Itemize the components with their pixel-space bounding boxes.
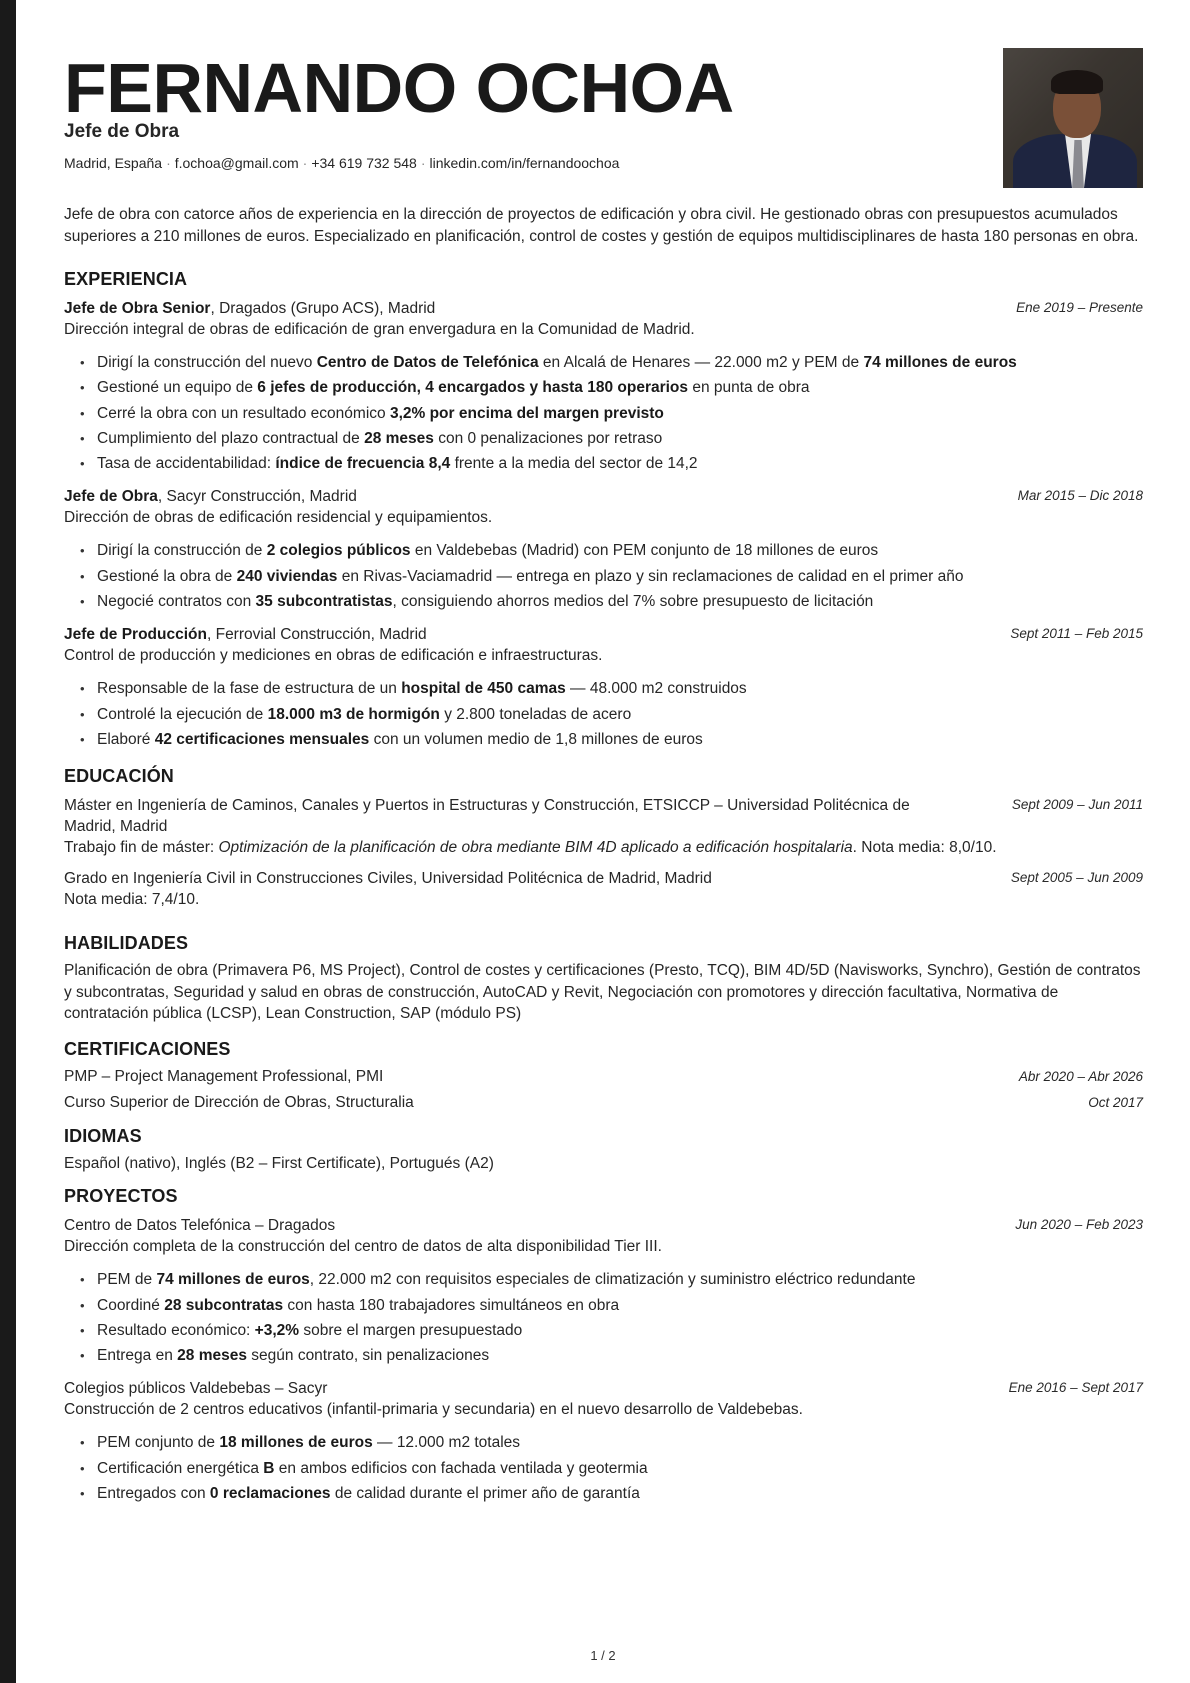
bullet-emphasis: 42 certificaciones mensuales xyxy=(154,730,370,748)
experience-title xyxy=(64,298,435,319)
bullet-emphasis: 28 meses xyxy=(364,429,434,447)
bullet-item: • Controlé la ejecución de 18.000 m3 de hormigón y 2.800 toneladas de acero xyxy=(64,702,1143,727)
experience-bullets xyxy=(64,676,1143,752)
summary-paragraph: Jefe de obra con catorce años de experiencia en la dirección de proyectos de edificación y obra civil. He gestionado obras con presupuestos acumulados superiores a 210 millones de euros. Especializado en planificación, control de costes y gestión de equipos multidisciplinares de hasta 180 personas en obra. xyxy=(64,206,1139,245)
section-heading-skills: HABILIDADES xyxy=(64,933,189,954)
education-grade: . Nota media: 8,0/10. xyxy=(852,839,997,857)
education-date: Sept 2009 – Jun 2011 xyxy=(1011,797,1143,813)
certification-name: Curso Superior de Dirección de Obras, Structuralia xyxy=(64,1093,414,1111)
contact-email[interactable]: f.ochoa@gmail.com xyxy=(174,155,299,171)
photo-hair-shape xyxy=(1051,70,1103,94)
experience-entry xyxy=(64,624,1143,752)
section-heading-projects: PROYECTOS xyxy=(64,1186,178,1207)
bullet-emphasis: 0 reclamaciones xyxy=(209,1485,331,1503)
bullet-item: • Tasa de accidentabilidad: índice de frecuencia 8,4 frente a la media del sector de 14,2 xyxy=(64,451,1143,476)
bullet-emphasis: 3,2% por encima del margen previsto xyxy=(389,404,664,422)
project-bullets xyxy=(64,1267,1143,1368)
contact-phone[interactable]: +34 619 732 548 xyxy=(311,155,417,171)
contact-line xyxy=(64,155,619,171)
contact-separator: · xyxy=(302,155,308,171)
experience-title xyxy=(64,486,357,507)
bullet-item: • Resultado económico: +3,2% sobre el margen presupuestado xyxy=(64,1318,1143,1343)
education-title: Máster en Ingeniería de Caminos, Canales y Puertos in Estructuras y Construcción, ETSICCP – Universidad Politécnica de Madrid, Madrid xyxy=(64,797,910,836)
bullet-item: • Elaboré 42 certificaciones mensuales con un volumen medio de 1,8 millones de euros xyxy=(64,727,1143,752)
bullet-emphasis: B xyxy=(263,1459,275,1477)
bullet-item: • Dirigí la construcción de 2 colegios públicos en Valdebebas (Madrid) con PEM conjunto de 18 millones de euros xyxy=(64,538,1143,563)
bullet-emphasis: +3,2% xyxy=(254,1321,300,1339)
bullet-emphasis: 28 subcontratas xyxy=(164,1296,284,1314)
project-title: Colegios públicos Valdebebas – Sacyr xyxy=(64,1380,328,1398)
bullet-item: • Coordiné 28 subcontratas con hasta 180 trabajadores simultáneos en obra xyxy=(64,1293,1143,1318)
bullet-emphasis: 18 millones de euros xyxy=(219,1434,373,1452)
contact-linkedin[interactable]: linkedin.com/in/fernandoochoa xyxy=(429,155,620,171)
contact-separator: · xyxy=(420,155,426,171)
project-title: Centro de Datos Telefónica – Dragados xyxy=(64,1217,336,1235)
experience-description: Dirección de obras de edificación residencial y equipamientos. xyxy=(64,509,493,527)
company-location: , Ferrovial Construcción, Madrid xyxy=(206,626,427,644)
resume-page xyxy=(64,0,1143,1516)
education-entry xyxy=(64,795,1143,859)
project-description: Dirección completa de la construcción del centro de datos de alta disponibilidad Tier III. xyxy=(64,1238,662,1256)
project-date: Ene 2016 – Sept 2017 xyxy=(1008,1380,1143,1396)
projects-list xyxy=(64,1215,1143,1506)
project-date: Jun 2020 – Feb 2023 xyxy=(1015,1217,1143,1233)
left-accent-bar xyxy=(0,0,16,1683)
bullet-emphasis: 35 subcontratistas xyxy=(255,593,393,611)
certification-name: PMP – Project Management Professional, PMI xyxy=(64,1067,384,1085)
education-thesis xyxy=(64,837,1143,859)
candidate-name: FERNANDO OCHOA xyxy=(64,49,734,127)
certification-date: Oct 2017 xyxy=(1088,1094,1143,1110)
experience-bullets xyxy=(64,538,1143,614)
bullet-emphasis: 18.000 m3 de hormigón xyxy=(267,705,440,723)
bullet-item: • Entregados con 0 reclamaciones de calidad durante el primer año de garantía xyxy=(64,1481,1143,1506)
bullet-item: • Entrega en 28 meses según contrato, sin penalizaciones xyxy=(64,1343,1143,1368)
job-title: Jefe de Obra xyxy=(64,488,158,506)
bullet-item: • Negocié contratos con 35 subcontratistas, consiguiendo ahorros medios del 7% sobre presupuesto de licitación xyxy=(64,589,1143,614)
bullet-emphasis: Centro de Datos de Telefónica xyxy=(316,354,539,371)
bullet-item: • Responsable de la fase de estructura de un hospital de 450 camas — 48.000 m2 construidos xyxy=(64,676,1143,701)
section-heading-certifications: CERTIFICACIONES xyxy=(64,1038,231,1059)
experience-title xyxy=(64,624,427,645)
experience-entry xyxy=(64,486,1143,614)
thesis-label: Trabajo fin de máster: xyxy=(64,839,219,857)
section-heading-experience: EXPERIENCIA xyxy=(64,269,188,289)
section-heading-education: EDUCACIÓN xyxy=(64,766,174,787)
education-entry xyxy=(64,868,1143,911)
bullet-item: • PEM conjunto de 18 millones de euros — 12.000 m2 totales xyxy=(64,1430,1143,1455)
experience-date: Sept 2011 – Feb 2015 xyxy=(1010,626,1143,642)
certification-item xyxy=(64,1064,1143,1090)
experience-list xyxy=(64,298,1143,752)
project-entry xyxy=(64,1215,1143,1368)
contact-location: Madrid, España xyxy=(64,155,163,171)
bullet-item: • Certificación energética B en ambos edificios con fachada ventilada y geotermia xyxy=(64,1456,1143,1481)
section-heading-languages: IDIOMAS xyxy=(64,1125,142,1146)
job-title: Jefe de Obra Senior xyxy=(64,300,211,317)
profile-photo xyxy=(1003,48,1143,188)
project-description: Construcción de 2 centros educativos (infantil-primaria y secundaria) en el nuevo desarrollo de Valdebebas. xyxy=(64,1401,803,1419)
bullet-item: • Cerré la obra con un resultado económico 3,2% por encima del margen previsto xyxy=(64,401,1143,426)
education-title: Grado en Ingeniería Civil in Construcciones Civiles, Universidad Politécnica de Madrid, Madrid xyxy=(64,870,712,888)
experience-date: Ene 2019 – Presente xyxy=(1016,300,1143,315)
skills-paragraph: Planificación de obra (Primavera P6, MS Project), Control de costes y certificaciones (Presto, TCQ), BIM 4D/5D (Navisworks, Synchro), Gestión de contratos y subcontratas, Seguridad y salud en obras de construcción, AutoCAD y Revit, Negociación con promotores y dirección facultativa, Normativa de contratación pública (LCSP), Lean Construction, SAP (módulo PS) xyxy=(64,962,1141,1023)
resume-header xyxy=(64,0,1143,200)
experience-description: Dirección integral de obras de edificación de gran envergadura en la Comunidad de Madrid. xyxy=(64,321,695,338)
bullet-emphasis: 74 millones de euros xyxy=(863,354,1017,371)
page-indicator: 1 / 2 xyxy=(590,1648,616,1663)
experience-description: Control de producción y mediciones en obras de edificación e infraestructuras. xyxy=(64,647,603,665)
bullet-item: • PEM de 74 millones de euros, 22.000 m2 con requisitos especiales de climatización y suministro eléctrico redundante xyxy=(64,1267,1143,1292)
bullet-emphasis: 74 millones de euros xyxy=(156,1271,310,1289)
contact-separator: · xyxy=(166,155,171,171)
experience-date: Mar 2015 – Dic 2018 xyxy=(1017,488,1143,504)
project-bullets xyxy=(64,1430,1143,1506)
experience-entry xyxy=(64,298,1143,476)
bullet-emphasis: 240 viviendas xyxy=(236,567,338,585)
bullet-item: • Dirigí la construcción del nuevo Centro de Datos de Telefónica en Alcalá de Henares — 22.000 m2 y PEM de 74 millones de euros xyxy=(64,350,1143,375)
certification-item xyxy=(64,1090,1143,1116)
experience-bullets xyxy=(64,350,1143,476)
candidate-role: Jefe de Obra xyxy=(64,121,180,142)
bullet-item: • Cumplimiento del plazo contractual de 28 meses con 0 penalizaciones por retraso xyxy=(64,426,1143,451)
project-entry xyxy=(64,1378,1143,1506)
bullet-emphasis: 2 colegios públicos xyxy=(266,542,411,560)
thesis-title: Optimización de la planificación de obra mediante BIM 4D aplicado a edificación hospitalaria xyxy=(218,839,853,857)
languages-paragraph: Español (nativo), Inglés (B2 – First Certificate), Portugués (A2) xyxy=(64,1154,494,1172)
company-location: , Dragados (Grupo ACS), Madrid xyxy=(210,300,436,317)
bullet-emphasis: 6 jefes de producción, 4 encargados y hasta 180 operarios xyxy=(257,379,689,397)
bullet-item: • Gestioné la obra de 240 viviendas en Rivas-Vaciamadrid — entrega en plazo y sin reclamaciones de calidad en el primer año xyxy=(64,564,1143,589)
bullet-emphasis: 28 meses xyxy=(177,1347,247,1365)
bullet-emphasis: índice de frecuencia 8,4 xyxy=(275,455,451,473)
education-grade: Nota media: 7,4/10. xyxy=(64,891,200,909)
bullet-item: • Gestioné un equipo de 6 jefes de producción, 4 encargados y hasta 180 operarios en punta de obra xyxy=(64,375,1143,400)
certification-date: Abr 2020 – Abr 2026 xyxy=(1018,1068,1143,1084)
bullet-emphasis: hospital de 450 camas xyxy=(401,680,566,698)
company-location: , Sacyr Construcción, Madrid xyxy=(157,488,357,506)
job-title: Jefe de Producción xyxy=(64,626,207,644)
education-date: Sept 2005 – Jun 2009 xyxy=(1010,870,1143,886)
